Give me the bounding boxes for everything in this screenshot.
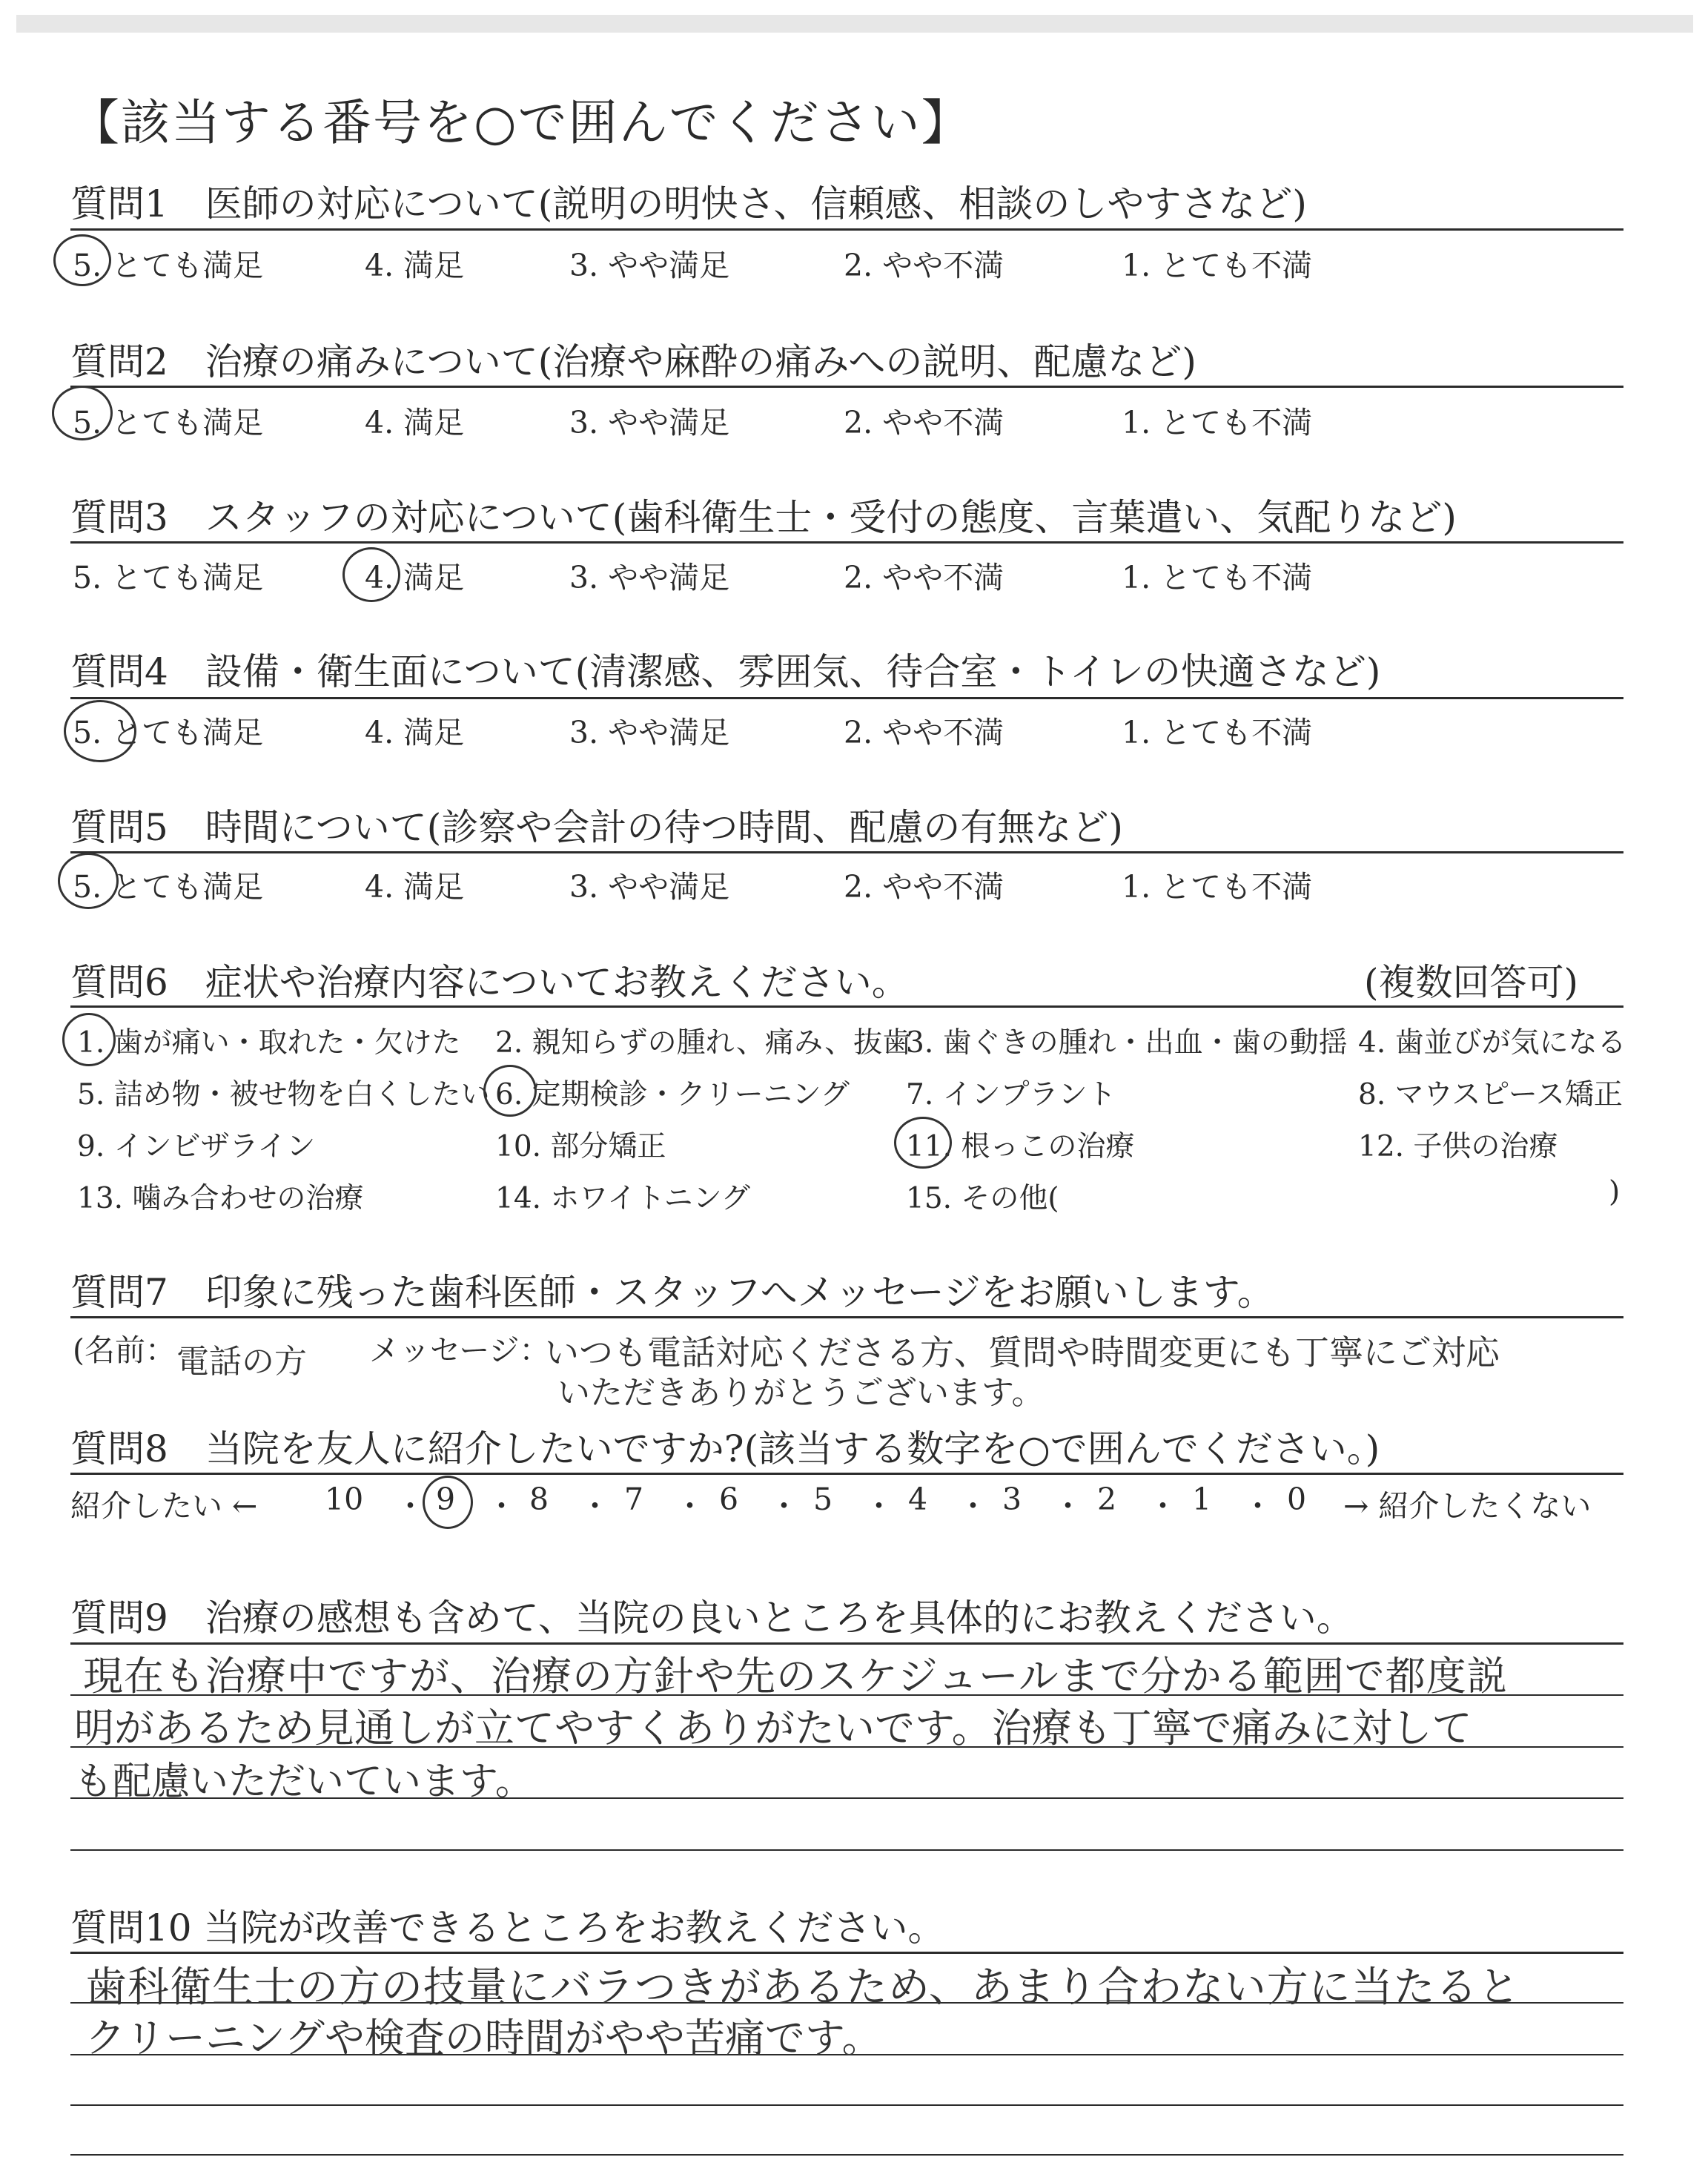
q6-selection-circle-11 [894,1117,952,1169]
q5-option-3[interactable]: 3. やや満足 [569,869,730,905]
q2-title: 質問2 治療の痛みについて(治療や麻酔の痛みへの説明、配慮など) [70,340,1196,383]
q2-option-2[interactable]: 2. やや不満 [844,405,1004,440]
q6-selection-circle-1 [62,1013,116,1066]
q7-message-handwritten-line1: いつも電話対応くださる方、質問や時間変更にも丁寧にご対応 [545,1332,1500,1373]
q7-rule [70,1316,1623,1318]
q4-option-4[interactable]: 4. 満足 [365,715,465,750]
q2-option-4[interactable]: 4. 満足 [365,405,465,440]
q1-option-5[interactable]: 5. とても満足 [73,248,264,283]
q8-scale-6[interactable]: 6 [719,1482,739,1517]
q1-rule [70,228,1623,231]
q3-option-5[interactable]: 5. とても満足 [73,560,264,595]
q8-dot: ・ [769,1488,799,1524]
q4-option-1[interactable]: 1. とても不満 [1122,715,1313,750]
q6-option-13[interactable]: 13. 噛み合わせの治療 [77,1182,364,1215]
q8-scale-5[interactable]: 5 [813,1482,833,1517]
q6-option-7[interactable]: 7. インプラント [906,1078,1116,1112]
q5-selection-circle [58,853,119,909]
q8-scale-2[interactable]: 2 [1097,1482,1117,1517]
q9-answer-handwritten-line1: 現在も治療中ですが、治療の方針や先のスケジュールまで分かる範囲で都度説 [83,1653,1508,1700]
q8-dot: ・ [1148,1488,1178,1524]
q4-title: 質問4 設備・衛生面について(清潔感、雰囲気、待合室・トイレの快適さなど) [70,650,1381,693]
q6-title: 質問6 症状や治療内容についてお教えください。 [70,961,909,1004]
q6-rule [70,1005,1623,1008]
q8-scale-3[interactable]: 3 [1002,1482,1022,1517]
q3-option-2[interactable]: 2. やや不満 [844,560,1004,595]
q9-answer-line [70,1849,1623,1851]
q2-rule [70,386,1623,388]
q3-option-4[interactable]: 4. 満足 [365,560,465,595]
q8-scale-4[interactable]: 4 [908,1482,928,1517]
q8-scale-9[interactable]: 9 [436,1482,456,1517]
q8-dot: ・ [1053,1488,1083,1524]
q4-rule [70,697,1623,699]
scan-top-band [16,15,1693,33]
q1-option-2[interactable]: 2. やや不満 [844,248,1004,283]
q10-rule [70,1952,1623,1954]
q1-title: 質問1 医師の対応について(説明の明快さ、信頼感、相談のしやすさなど) [70,182,1307,225]
q8-scale-7[interactable]: 7 [624,1482,644,1517]
q8-left-label: 紹介したい ← [70,1488,258,1524]
q6-option-8[interactable]: 8. マウスピース矯正 [1358,1078,1623,1112]
q10-answer-line [70,2154,1623,2156]
q4-option-3[interactable]: 3. やや満足 [569,715,730,750]
q4-selection-circle [64,700,136,762]
q6-option-12[interactable]: 12. 子供の治療 [1358,1130,1558,1163]
q6-option-11[interactable]: 11. 根っこの治療 [906,1130,1135,1163]
q7-message-handwritten-line2: いただきありがとうございます。 [557,1374,1045,1412]
q6-option-6[interactable]: 6. 定期検診・クリーニング [495,1078,850,1112]
q8-rule [70,1473,1623,1475]
page-title: 【該当する番号を○で囲んでください】 [70,94,972,151]
q8-scale-8[interactable]: 8 [529,1482,549,1517]
q3-rule [70,541,1623,544]
q2-option-1[interactable]: 1. とても不満 [1122,405,1313,440]
q5-option-1[interactable]: 1. とても不満 [1122,869,1313,905]
q6-option-14[interactable]: 14. ホワイトニング [495,1182,750,1215]
q5-title: 質問5 時間について(診察や会計の待つ時間、配慮の有無など) [70,806,1123,849]
q6-option-10[interactable]: 10. 部分矯正 [495,1130,666,1163]
q5-option-5[interactable]: 5. とても満足 [73,869,264,905]
q8-dot: ・ [675,1488,705,1524]
q2-option-3[interactable]: 3. やや満足 [569,405,730,440]
q6-selection-circle-6 [483,1065,537,1117]
q8-right-label: → 紹介したくない [1343,1488,1592,1524]
q8-selection-circle [423,1476,473,1529]
q10-answer-handwritten-line2: クリーニングや検査の時間がやや苦痛です。 [85,2015,882,2061]
q5-rule [70,851,1623,853]
q5-option-2[interactable]: 2. やや不満 [844,869,1004,905]
q10-title: 質問10 当院が改善できるところをお教えください。 [70,1906,945,1949]
q6-multiple-answer-note: (複数回答可) [1364,961,1579,1004]
q2-selection-circle [52,386,113,440]
q4-option-2[interactable]: 2. やや不満 [844,715,1004,750]
q8-dot: ・ [395,1488,426,1524]
q9-title: 質問9 治療の感想も含めて、当院の良いところを具体的にお教えください。 [70,1596,1354,1639]
q10-answer-handwritten-line1: 歯科衛生士の方の技量にバラつきがあるため、あまり合わない方に当たると [85,1964,1520,2012]
q4-option-5[interactable]: 5. とても満足 [73,715,264,750]
q6-option-4[interactable]: 4. 歯並びが気になる [1358,1026,1626,1060]
q9-answer-handwritten-line3: も配慮いただいています。 [74,1760,534,1804]
q7-message-label: メッセージ： [369,1332,550,1368]
q1-option-4[interactable]: 4. 満足 [365,248,465,283]
q7-title: 質問7 印象に残った歯科医師・スタッフへメッセージをお願いします。 [70,1271,1274,1314]
q8-scale-1[interactable]: 1 [1192,1482,1212,1517]
q8-dot: ・ [486,1488,517,1524]
q9-answer-handwritten-line2: 明があるため見通しが立てやすくありがたいです。治療も丁寧で痛みに対して [74,1705,1472,1751]
q6-option-9[interactable]: 9. インビザライン [77,1130,316,1163]
q1-selection-circle [53,234,111,286]
q1-option-3[interactable]: 3. やや満足 [569,248,730,283]
q7-name-handwritten: 電話の方 [176,1343,307,1381]
q8-scale-0[interactable]: 0 [1287,1482,1307,1517]
q3-option-3[interactable]: 3. やや満足 [569,560,730,595]
q8-dot: ・ [958,1488,988,1524]
q6-option-5[interactable]: 5. 詰め物・被せ物を白くしたい [77,1078,490,1112]
q8-scale-10[interactable]: 10 [325,1482,364,1517]
q3-selection-circle [342,547,400,602]
q8-dot: ・ [864,1488,894,1524]
q3-title: 質問3 スタッフの対応について(歯科衛生士・受付の態度、言葉遣い、気配りなど) [70,496,1457,539]
q6-option-3[interactable]: 3. 歯ぐきの腫れ・出血・歯の動揺 [906,1026,1348,1060]
q6-other-close-paren: ) [1609,1175,1621,1209]
q8-dot: ・ [580,1488,610,1524]
q3-option-1[interactable]: 1. とても不満 [1122,560,1313,595]
q6-option-1[interactable]: 1. 歯が痛い・取れた・欠けた [77,1026,461,1060]
q1-option-1[interactable]: 1. とても不満 [1122,248,1313,283]
q10-answer-line [70,2104,1623,2106]
q8-title: 質問8 当院を友人に紹介したいですか?(該当する数字を○で囲んでください。) [70,1427,1380,1470]
q5-option-4[interactable]: 4. 満足 [365,869,465,905]
q8-dot: ・ [1242,1488,1273,1524]
q6-option-15[interactable]: 15. その他( [906,1182,1059,1215]
q6-option-2[interactable]: 2. 親知らずの腫れ、痛み、抜歯 [495,1026,912,1060]
q2-option-5[interactable]: 5. とても満足 [73,405,264,440]
q7-name-label: (名前： [73,1332,176,1368]
